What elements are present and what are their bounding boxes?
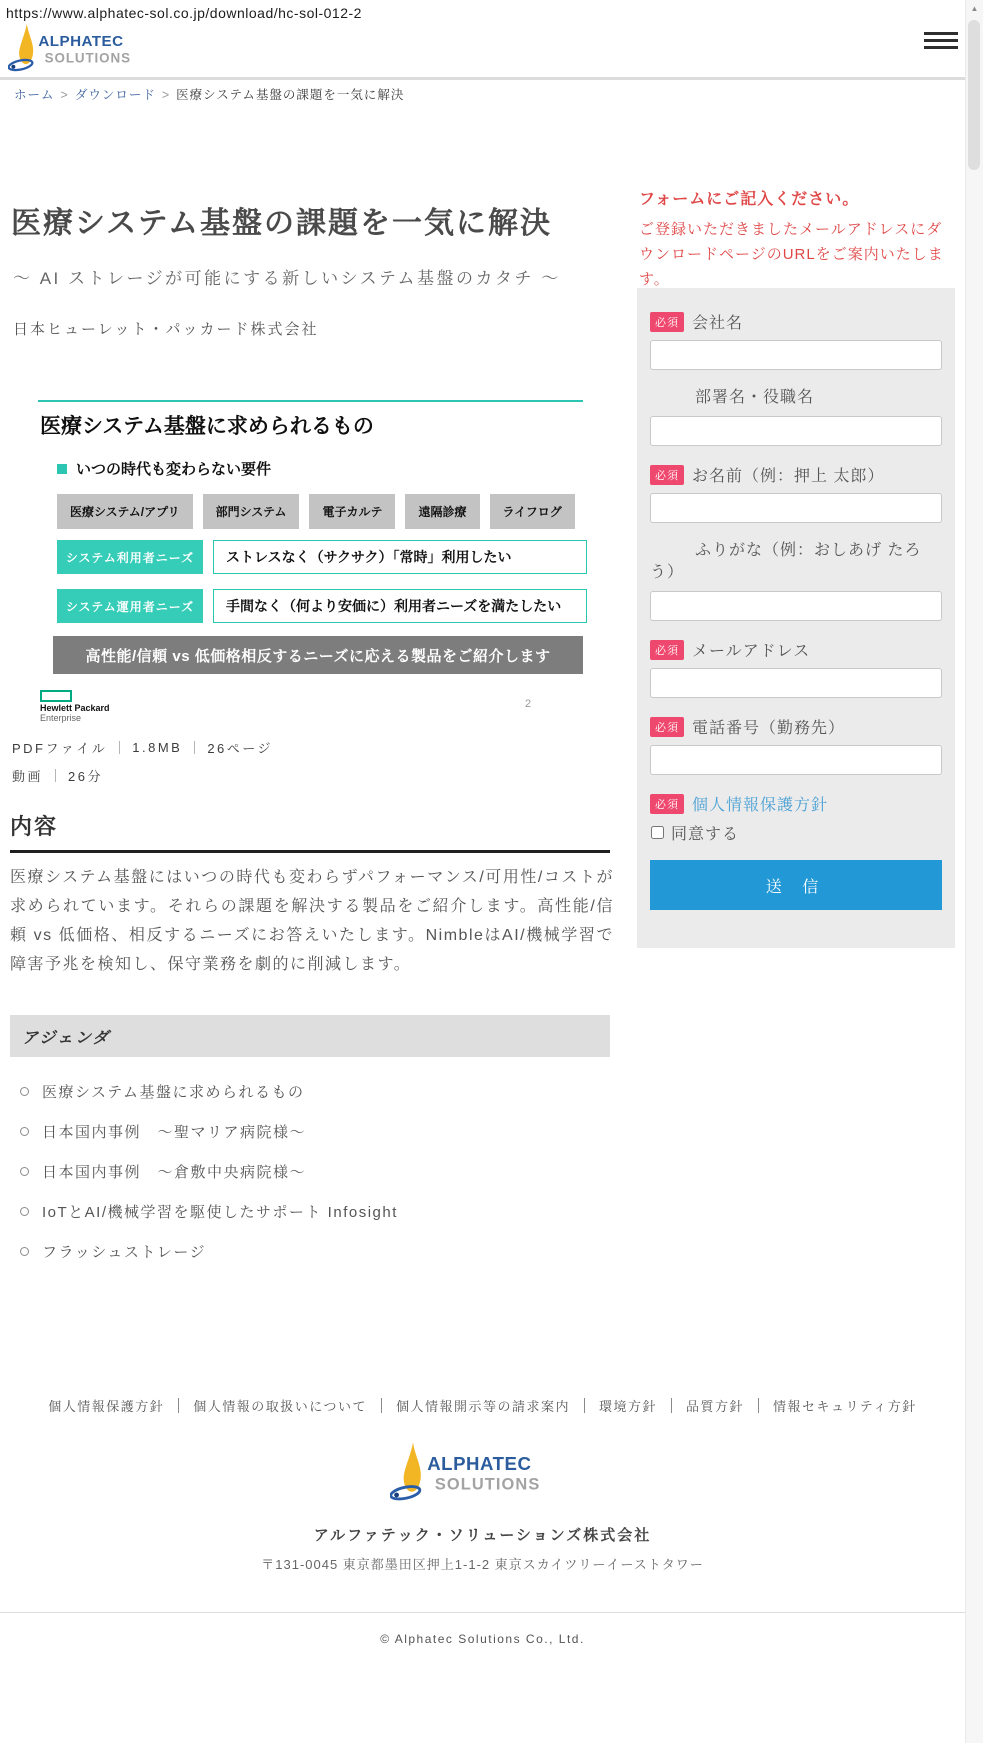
field-label-name: 必須 お名前（例：押上 太郎） — [650, 463, 942, 486]
content-body: 医療システム基盤にはいつの時代も変わらずパフォーマンス/可用性/コストが求められています。それらの課題を解決する製品をご紹介します。高性能/信頼 vs 低価格、相反するニーズにお答えいたします。NimbleはAI/機械学習で障害予兆を検知し、保守業務を劇的に削減します。 — [10, 869, 614, 973]
footer-copyright: © Alphatec Solutions Co., Ltd. — [380, 1632, 585, 1646]
footer-link-disclosure[interactable]: 個人情報開示等の請求案内 — [396, 1399, 571, 1414]
agenda-item: IoTとAI/機械学習を駆使したサポート Infosight — [20, 1201, 398, 1222]
footer-divider — [0, 1612, 983, 1613]
video-label: 動画 — [12, 769, 44, 784]
teal-square-bullet-icon — [57, 464, 67, 474]
vendor-name: 日本ヒューレット・パッカード株式会社 — [13, 321, 319, 338]
svg-text:ALPHATEC: ALPHATEC — [426, 1452, 531, 1474]
agenda-header-bar — [10, 1015, 610, 1057]
scrollbar[interactable] — [965, 0, 983, 1743]
file-type: PDFファイル — [12, 741, 108, 756]
svg-text:SOLUTIONS: SOLUTIONS — [44, 50, 131, 66]
needs-text: 手間なく（何より安価に）利用者ニーズを満たしたい — [213, 589, 587, 623]
slide-tag: 電子カルテ — [309, 494, 395, 529]
needs-label: システム運用者ニーズ — [57, 589, 203, 623]
required-badge: 必須 — [650, 717, 684, 737]
header-divider — [0, 77, 983, 80]
slide-tag: 遠隔診療 — [405, 494, 479, 529]
phone-input[interactable] — [650, 745, 942, 775]
circle-bullet-icon — [20, 1127, 29, 1136]
privacy-policy-link[interactable]: 個人情報保護方針 — [692, 797, 829, 814]
furigana-input[interactable] — [650, 591, 942, 621]
footer-link-quality[interactable]: 品質方針 — [686, 1399, 745, 1414]
breadcrumb-separator: > — [161, 88, 171, 102]
pdf-slide-preview — [38, 400, 583, 724]
agenda-heading: アジェンダ — [22, 1029, 111, 1047]
slide-heading: 医療システム基盤に求められるもの — [40, 415, 374, 438]
breadcrumb-home-link[interactable]: ホーム — [14, 88, 55, 102]
page-url: https://www.alphatec-sol.co.jp/download/hc-sol-012-2 — [6, 5, 362, 21]
email-input[interactable] — [650, 668, 942, 698]
agenda-item: 日本国内事例 〜聖マリア病院様〜 — [20, 1121, 398, 1142]
divider — [194, 741, 195, 754]
agree-checkbox[interactable] — [651, 826, 664, 839]
file-size: 1.8MB — [132, 740, 183, 755]
content-heading: 内容 — [10, 814, 59, 839]
alphatec-logo-icon — [8, 22, 160, 74]
needs-text: ストレスなく（サクサク）「常時」利用したい — [213, 540, 587, 574]
breadcrumb-separator: > — [60, 88, 69, 102]
divider — [381, 1398, 382, 1413]
slide-page-number: 2 — [525, 698, 532, 710]
agenda-item: 医療システム基盤に求められるもの — [20, 1081, 398, 1102]
form-intro-text: ご登録いただきましたメールアドレスにダウンロードページのURLをご案内いたします。 — [639, 221, 944, 288]
footer-company-name: アルファテック・ソリューションズ株式会社 — [313, 1527, 652, 1544]
privacy-policy-row — [650, 792, 942, 815]
slide-bullet-text: いつの時代も変わらない要件 — [76, 461, 272, 478]
slide-footer — [40, 690, 583, 724]
form-intro-bold: フォームにご記入ください。 — [639, 191, 860, 208]
hpe-logo: Hewlett Packard Enterprise — [40, 690, 583, 724]
slide-tag: ライフログ — [490, 494, 575, 529]
breadcrumb-current: 医療システム基盤の課題を一気に解決 — [176, 88, 405, 102]
slide-tag: 医療システム/アプリ — [57, 494, 193, 529]
circle-bullet-icon — [20, 1167, 29, 1176]
breadcrumb — [14, 85, 404, 103]
agenda-item: フラッシュストレージ — [20, 1241, 398, 1262]
video-duration: 26分 — [68, 769, 103, 784]
alphatec-logo-icon — [390, 1440, 576, 1504]
footer-link-handling[interactable]: 個人情報の取扱いについて — [193, 1399, 367, 1414]
site-logo[interactable] — [8, 22, 160, 79]
slide-needs-row — [57, 589, 583, 623]
footer-address: 〒131-0045 東京都墨田区押上1-1-2 東京スカイツリーイーストタワー — [261, 1557, 704, 1572]
required-badge: 必須 — [650, 794, 684, 814]
field-label-department: 部署名・役職名 — [695, 389, 815, 406]
footer-link-security[interactable]: 情報セキュリティ方針 — [773, 1399, 917, 1414]
divider — [671, 1398, 672, 1413]
menu-icon[interactable] — [924, 32, 958, 49]
divider — [178, 1398, 179, 1413]
divider — [55, 769, 56, 782]
required-badge: 必須 — [650, 312, 684, 332]
submit-button[interactable]: 送 信 — [650, 860, 942, 910]
file-info — [12, 738, 273, 794]
field-label-email: 必須 メールアドレス — [650, 638, 942, 661]
agenda-item: 日本国内事例 〜倉敷中央病院様〜 — [20, 1161, 398, 1182]
svg-text:ALPHATEC: ALPHATEC — [38, 33, 124, 51]
required-badge: 必須 — [650, 465, 684, 485]
slide-bullet-row — [57, 458, 583, 479]
content-section-header — [10, 810, 610, 853]
hpe-rect-icon — [40, 690, 72, 702]
scrollbar-thumb[interactable] — [968, 20, 980, 170]
divider — [758, 1398, 759, 1413]
agree-label: 同意する — [671, 826, 740, 843]
slide-tag-row — [57, 494, 583, 529]
footer-link-environment[interactable]: 環境方針 — [599, 1399, 658, 1414]
circle-bullet-icon — [20, 1247, 29, 1256]
slide-tag: 部門システム — [203, 494, 300, 529]
scroll-up-icon[interactable]: ▲ — [970, 4, 979, 13]
circle-bullet-icon — [20, 1087, 29, 1096]
svg-text:SOLUTIONS: SOLUTIONS — [434, 1475, 540, 1494]
slide-needs-row — [57, 540, 583, 574]
slide-banner: 高性能/信頼 vs 低価格相反するニーズに応える製品をご紹介します — [53, 636, 583, 674]
company-name-input[interactable] — [650, 340, 942, 370]
download-form — [637, 288, 955, 948]
footer-logo[interactable] — [0, 1440, 965, 1509]
field-label-furigana: ふりがな（例：おしあげ たろう） — [650, 542, 922, 581]
field-label-company: 必須 会社名 — [650, 310, 942, 333]
page-subtitle: 〜 AI ストレージが可能にする新しいシステム基盤のカタチ 〜 — [13, 269, 561, 288]
field-label-phone: 必須 電話番号（勤務先） — [650, 715, 942, 738]
footer-links — [0, 1396, 965, 1415]
divider — [584, 1398, 585, 1413]
file-pages: 26ページ — [207, 741, 274, 756]
page-title: 医療システム基盤の課題を一気に解決 — [11, 207, 552, 240]
breadcrumb-download-link[interactable]: ダウンロード — [74, 88, 156, 102]
department-input[interactable] — [650, 416, 942, 446]
agree-row — [650, 821, 942, 844]
footer-link-privacy[interactable]: 個人情報保護方針 — [48, 1399, 165, 1414]
needs-label: システム利用者ニーズ — [57, 540, 203, 574]
required-badge: 必須 — [650, 640, 684, 660]
name-input[interactable] — [650, 493, 942, 523]
agenda-list — [20, 1081, 398, 1281]
divider — [119, 741, 120, 754]
circle-bullet-icon — [20, 1207, 29, 1216]
form-intro — [639, 186, 957, 292]
